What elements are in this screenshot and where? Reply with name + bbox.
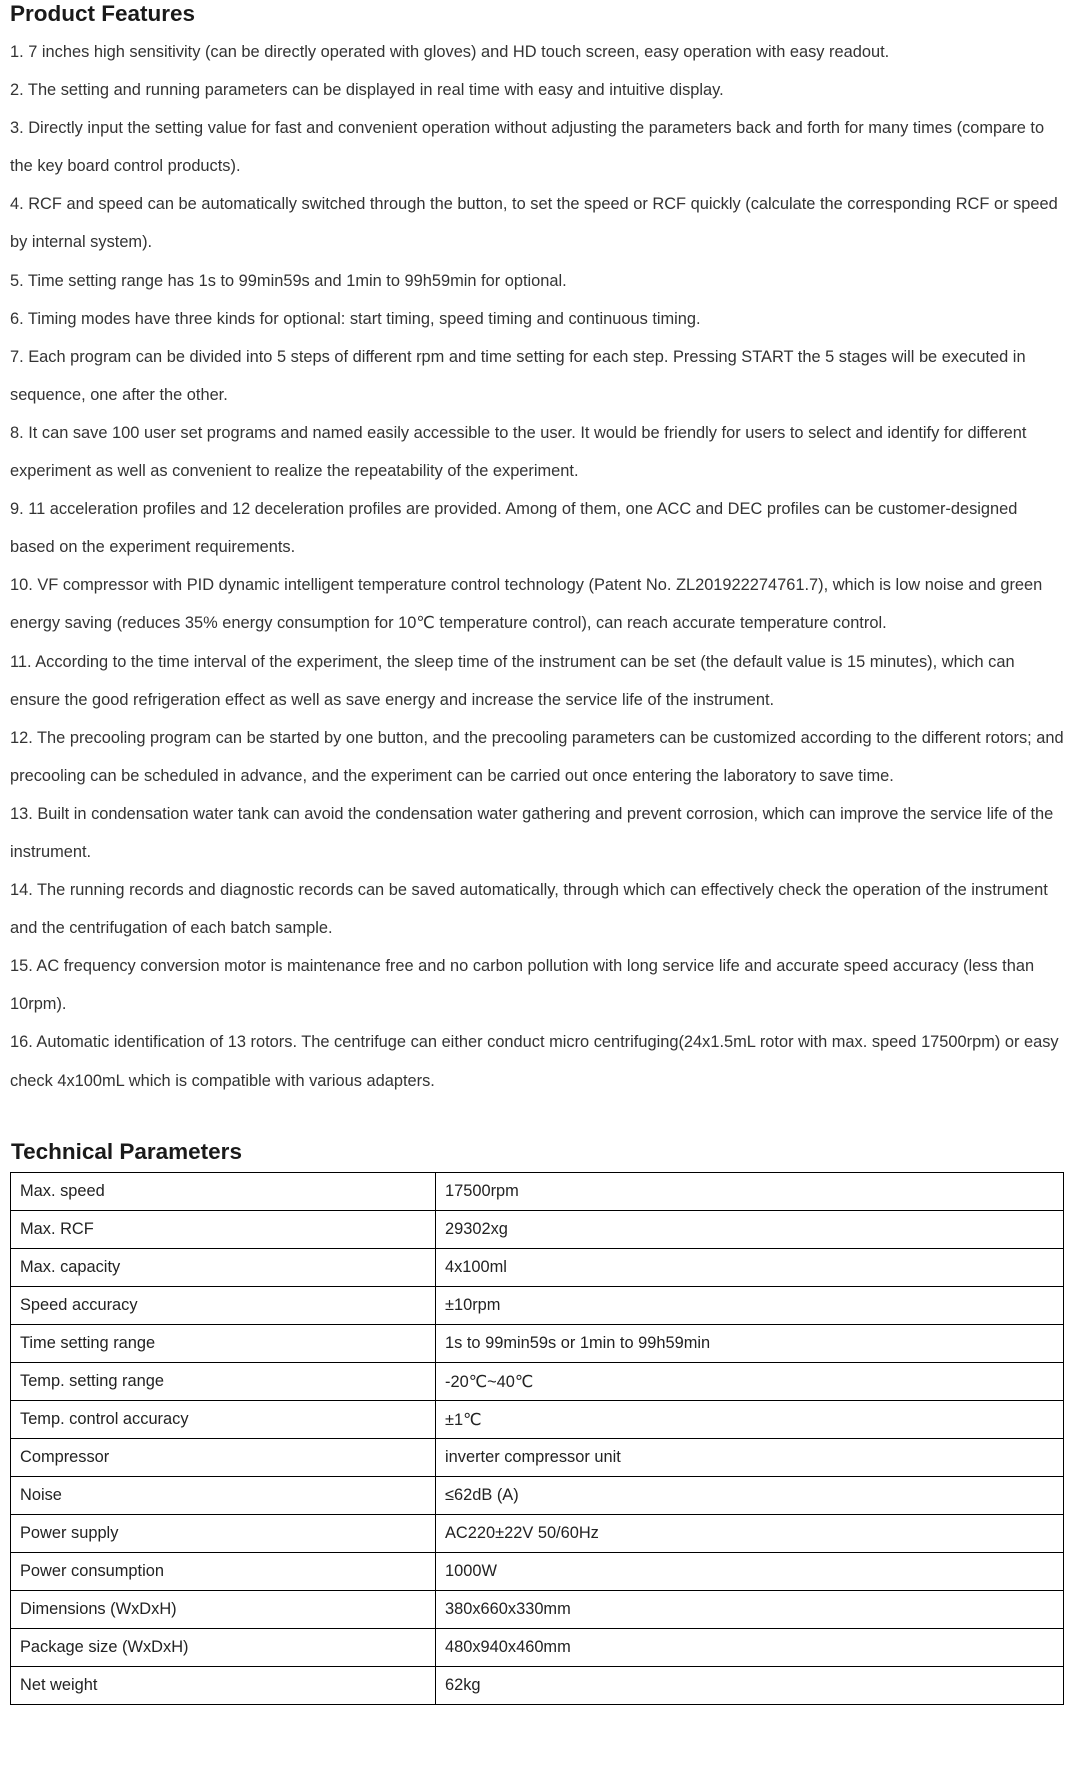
param-label: Package size (WxDxH) (11, 1629, 436, 1667)
feature-item: 4. RCF and speed can be automatically switched through the button, to set the speed or RCF quickly (calculate the corresponding RCF or speed by internal system). (10, 195, 1058, 252)
param-label: Power supply (11, 1515, 436, 1553)
param-value: 1000W (436, 1553, 1064, 1591)
param-label: Speed accuracy (11, 1287, 436, 1325)
param-value: inverter compressor unit (436, 1439, 1064, 1477)
table-row (11, 1287, 1064, 1325)
param-label: Compressor (11, 1439, 436, 1477)
table-row (11, 1515, 1064, 1553)
param-value: ±1℃ (436, 1401, 1064, 1439)
param-value: -20℃~40℃ (436, 1363, 1064, 1401)
feature-item: 10. VF compressor with PID dynamic intelligent temperature control technology (Patent No. ZL201922274761.7), which is low noise and green energy saving (reduces 35% energy consumption for 10℃ temperature control), can reach accurate temperature control. (10, 576, 1043, 633)
param-label: Max. capacity (11, 1249, 436, 1287)
table-row (11, 1477, 1064, 1515)
feature-item: 2. The setting and running parameters can be displayed in real time with easy and intuitive display. (10, 81, 724, 100)
feature-item: 3. Directly input the setting value for fast and convenient operation without adjusting the parameters back and forth for many times (compare to the key board control products). (10, 119, 1045, 176)
param-value: ≤62dB (A) (436, 1477, 1064, 1515)
feature-item: 9. 11 acceleration profiles and 12 deceleration profiles are provided. Among of them, one ACC and DEC profiles can be customer-designed based on the experiment requirements. (10, 500, 1018, 557)
param-value: 4x100ml (436, 1249, 1064, 1287)
param-label: Max. speed (11, 1173, 436, 1211)
param-label: Net weight (11, 1667, 436, 1705)
table-row (11, 1629, 1064, 1667)
feature-item: 15. AC frequency conversion motor is maintenance free and no carbon pollution with long service life and accurate speed accuracy (less than 10rpm). (10, 957, 1035, 1014)
feature-item: 14. The running records and diagnostic records can be saved automatically, through which can effectively check the operation of the instrument and the centrifugation of each batch sample. (10, 881, 1048, 938)
param-value: ±10rpm (436, 1287, 1064, 1325)
param-value: 29302xg (436, 1211, 1064, 1249)
param-value: AC220±22V 50/60Hz (436, 1515, 1064, 1553)
param-value: 380x660x330mm (436, 1591, 1064, 1629)
table-row (11, 1553, 1064, 1591)
param-value: 62kg (436, 1667, 1064, 1705)
features-list (10, 33, 1065, 1100)
param-label: Temp. control accuracy (11, 1401, 436, 1439)
table-row (11, 1439, 1064, 1477)
param-value: 1s to 99min59s or 1min to 99h59min (436, 1325, 1064, 1363)
feature-item: 12. The precooling program can be started by one button, and the precooling parameters can be customized according to the different rotors; and precooling can be scheduled in advance, and the experiment can be carried out once entering the laboratory to save time. (10, 728, 1064, 785)
feature-item: 13. Built in condensation water tank can avoid the condensation water gathering and prevent corrosion, which can improve the service life of the instrument. (10, 804, 1054, 861)
param-value: 480x940x460mm (436, 1629, 1064, 1667)
param-label: Time setting range (11, 1325, 436, 1363)
feature-item: 5. Time setting range has 1s to 99min59s and 1min to 99h59min for optional. (10, 271, 567, 290)
param-label: Temp. setting range (11, 1363, 436, 1401)
param-label: Power consumption (11, 1553, 436, 1591)
table-row (11, 1401, 1064, 1439)
feature-item: 7. Each program can be divided into 5 steps of different rpm and time setting for each step. Pressing START the 5 stages will be executed in sequence, one after the other. (10, 347, 1026, 404)
param-label: Max. RCF (11, 1211, 436, 1249)
table-row (11, 1249, 1064, 1287)
table-row (11, 1363, 1064, 1401)
param-value: 17500rpm (436, 1173, 1064, 1211)
table-row (11, 1667, 1064, 1705)
param-label: Dimensions (WxDxH) (11, 1591, 436, 1629)
features-heading: Product Features (10, 1, 196, 26)
feature-item: 11. According to the time interval of the experiment, the sleep time of the instrument can be set (the default value is 15 minutes), which can ensure the good refrigeration effect as well as save energy and increase the service life of the instrument. (10, 652, 1015, 709)
parameters-table (10, 1172, 1064, 1705)
table-row (11, 1325, 1064, 1363)
feature-item: 16. Automatic identification of 13 rotors. The centrifuge can either conduct micro centrifuging(24x1.5mL rotor with max. speed 17500rpm) or easy check 4x100mL which is compatible with various adapters. (10, 1033, 1059, 1090)
param-label: Noise (11, 1477, 436, 1515)
parameters-heading: Technical Parameters (11, 1139, 242, 1164)
feature-item: 6. Timing modes have three kinds for optional: start timing, speed timing and continuous timing. (10, 309, 701, 328)
table-row (11, 1591, 1064, 1629)
table-row (11, 1211, 1064, 1249)
table-row (11, 1173, 1064, 1211)
feature-item: 8. It can save 100 user set programs and named easily accessible to the user. It would be friendly for users to select and identify for different experiment as well as convenient to realize the repeatability of the experiment. (10, 423, 1027, 481)
feature-item: 1. 7 inches high sensitivity (can be directly operated with gloves) and HD touch screen, easy operation with easy readout. (10, 43, 890, 61)
